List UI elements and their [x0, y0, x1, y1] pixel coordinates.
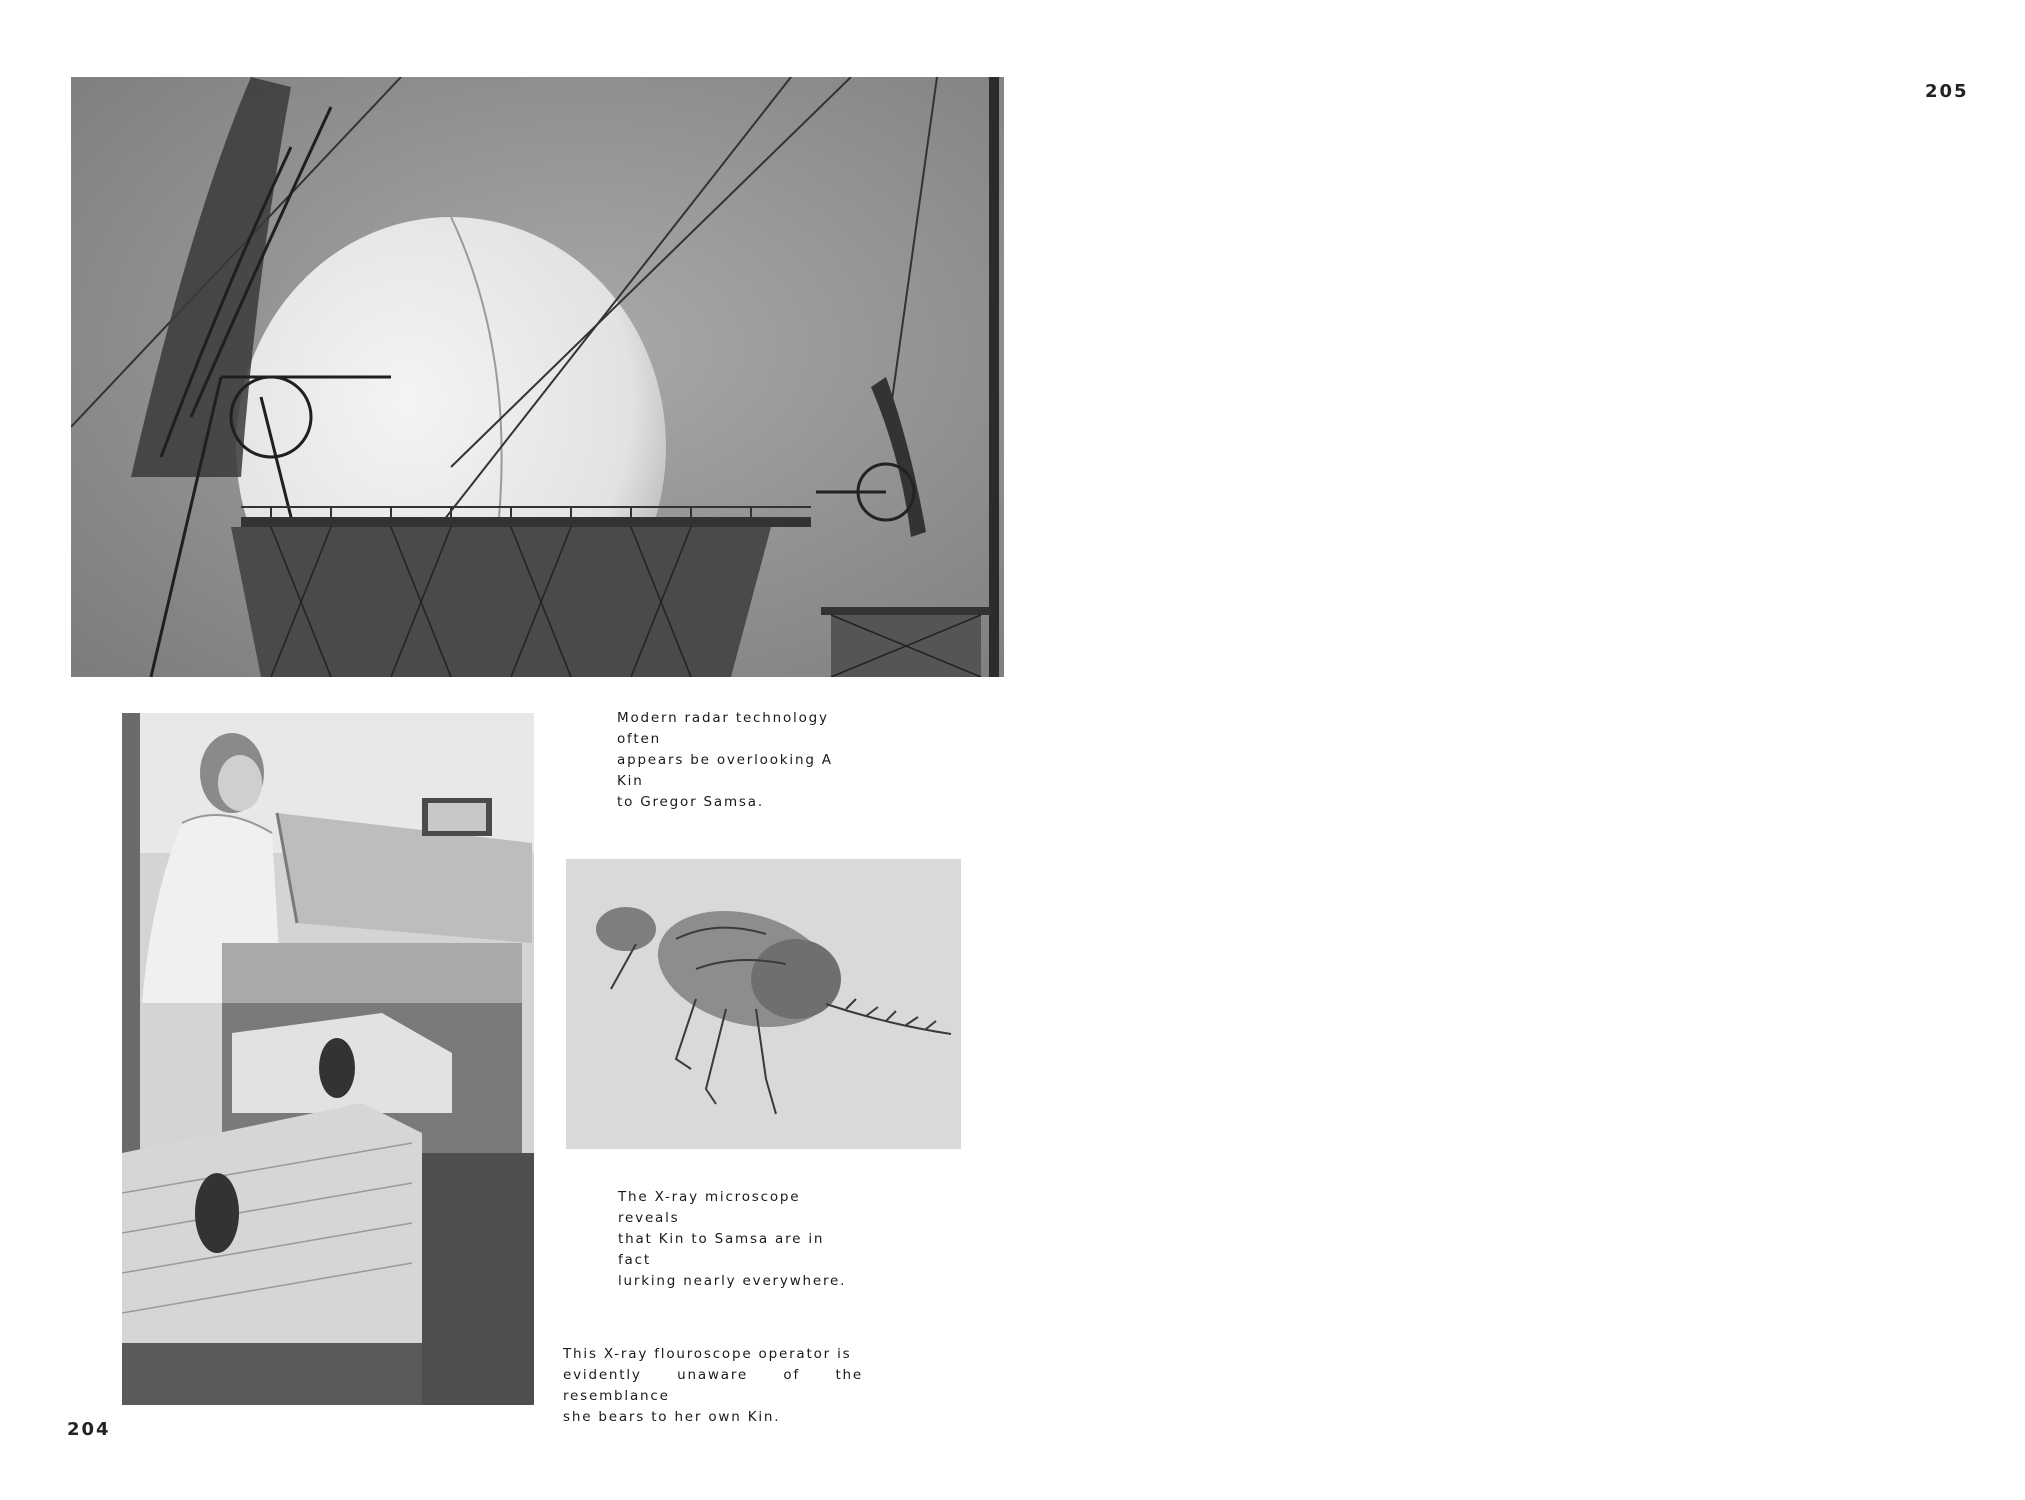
- page-number-left: 204: [67, 1419, 111, 1440]
- flea-xray-photo: [566, 859, 961, 1149]
- fluoroscope-operator-photo: [122, 713, 534, 1405]
- radar-antenna-dome-icon: [71, 77, 1004, 677]
- radar-caption: Modern radar technology often appears be overlooking A Kin to Gregor Samsa.: [617, 710, 833, 810]
- operator-caption: This X-ray flouroscope operator is evidently unaware of the resemblance she bears to her own Kin.: [563, 1346, 863, 1425]
- woman-operator-fluoroscope-icon: [122, 713, 534, 1405]
- radar-photo: [71, 77, 1004, 677]
- flea-caption: The X-ray microscope reveals that Kin to Samsa are in fact lurking nearly everywhere.: [618, 1189, 847, 1289]
- page-number-right: 205: [1925, 81, 1969, 102]
- right-page: [1012, 0, 2025, 1500]
- flea-insect-icon: [566, 859, 961, 1149]
- left-page: [0, 0, 1012, 1500]
